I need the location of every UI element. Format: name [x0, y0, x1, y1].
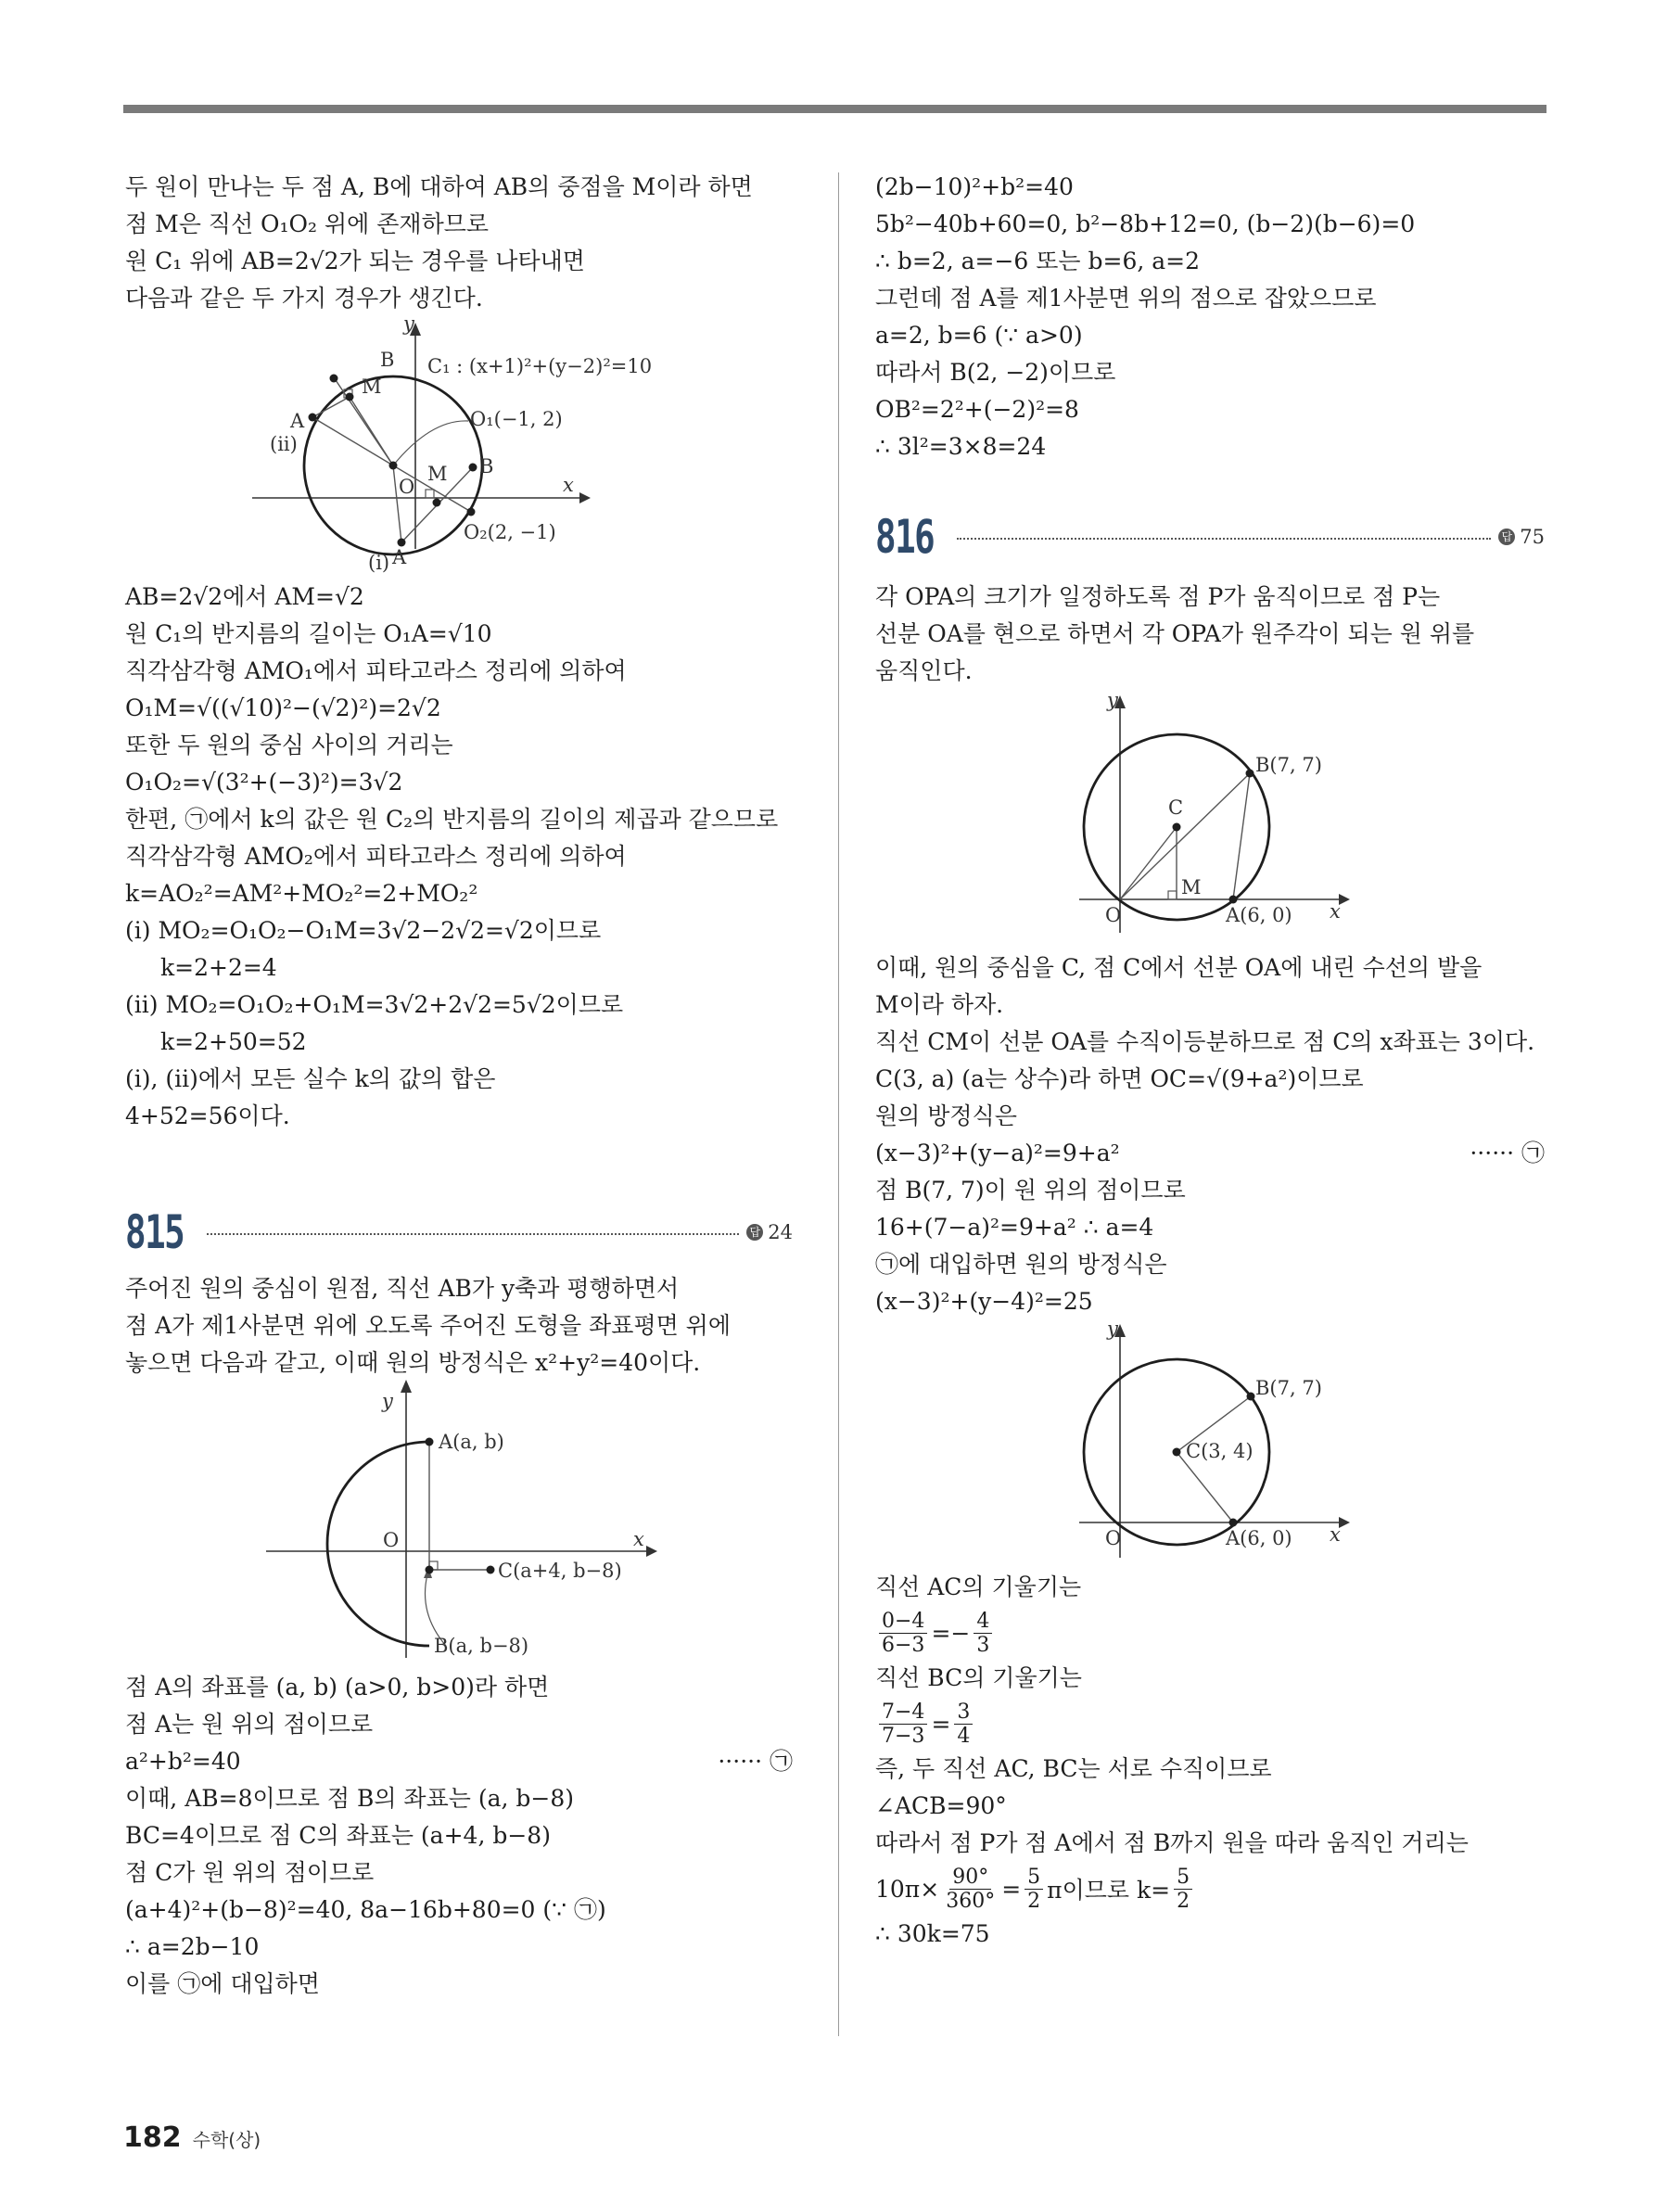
- book-title: 수학(상): [192, 2129, 261, 2151]
- point-b: [1246, 770, 1254, 778]
- text-line: 원 C₁의 반지름의 길이는 O₁A=√10: [125, 620, 492, 647]
- text-line: 즉, 두 직선 AC, BC는 서로 수직이므로: [875, 1755, 1272, 1782]
- text-line: 점 C가 원 위의 점이므로: [125, 1859, 375, 1886]
- fraction: $\frac{5}{2}$: [1174, 1866, 1192, 1913]
- text-line: (i) MO₂=O₁O₂−O₁M=3√2−2√2=√2이므로: [125, 917, 602, 944]
- text-line: OB²=2²+(−2)²=8: [875, 396, 1079, 423]
- text-line: BC=4이므로 점 C의 좌표는 (a+4, b−8): [125, 1822, 551, 1849]
- x-axis-label: x: [1330, 1523, 1341, 1546]
- label-c: C(a+4, b−8): [498, 1560, 622, 1582]
- equation-line: [875, 1135, 1545, 1172]
- segment-ba: [1233, 773, 1250, 899]
- label-case-i: (i): [368, 552, 390, 574]
- point-a: [1229, 896, 1238, 904]
- fraction: $\frac{0-4}{6-3}$: [879, 1610, 927, 1657]
- text-line: O₁M=√((√10)²−(√2)²)=2√2: [125, 694, 441, 721]
- label-c: C(3, 4): [1186, 1440, 1254, 1462]
- text-line: 움직인다.: [875, 657, 973, 684]
- text-line: 한편, ㉠에서 k의 값은 원 C₂의 반지름의 길이의 제곱과 같으므로: [125, 806, 779, 833]
- label-b: B(7, 7): [1255, 1377, 1322, 1399]
- text-line: 다음과 같은 두 가지 경우가 생긴다.: [125, 285, 483, 312]
- text-line: ∠ACB=90°: [875, 1792, 1007, 1819]
- text-line: ∴ 30k=75: [875, 1920, 990, 1947]
- y-axis-arrow: [401, 1380, 412, 1393]
- origin-label: O: [1105, 1527, 1122, 1549]
- x-axis-arrow: [579, 492, 591, 503]
- radius-o1-a: [312, 417, 393, 465]
- text-line: k=AO₂²=AM²+MO₂²=2+MO₂²: [125, 880, 478, 907]
- leader-o1: [393, 421, 468, 465]
- point-c: [487, 1566, 495, 1574]
- text-line: 16+(7−a)²=9+a² ∴ a=4: [875, 1214, 1154, 1241]
- text-line: (2b−10)²+b²=40: [875, 173, 1074, 200]
- equation: (x−3)²+(y−a)²=9+a²: [875, 1140, 1120, 1166]
- label-c: C: [1168, 796, 1184, 819]
- x-axis-label: x: [1330, 900, 1341, 923]
- page-footer: [123, 2121, 261, 2154]
- y-axis-label: y: [382, 1390, 393, 1412]
- equation-line: [125, 1743, 793, 1780]
- label-m-top: M: [362, 376, 382, 398]
- point-a: [1229, 1519, 1238, 1527]
- origin-label: O: [399, 476, 415, 498]
- section-816-header: [875, 508, 1545, 566]
- text-line: k=2+2=4: [160, 954, 277, 981]
- figure-circle-816b: [875, 1320, 1545, 1569]
- x-axis-label: x: [563, 474, 574, 496]
- text-line: 선분 OA를 현으로 하면서 각 OPA가 원주각이 되는 원 위를: [875, 620, 1475, 647]
- label-b: B(7, 7): [1255, 754, 1322, 776]
- point-a: [426, 1438, 434, 1446]
- right-angle-mark: [426, 490, 434, 498]
- answer-badge: [746, 1221, 793, 1243]
- label-a: A(6, 0): [1226, 1527, 1292, 1549]
- text-line: 직각삼각형 AMO₁에서 피타고라스 정리에 의하여: [125, 657, 627, 684]
- right-angle-mark: [1168, 891, 1177, 899]
- text-line: (i), (ii)에서 모든 실수 k의 값의 합은: [125, 1065, 496, 1092]
- slope-bc-expression: $\frac{7-4}{7-3}$ = $\frac{3}{4}$: [875, 1697, 1545, 1751]
- point-o2: [467, 508, 476, 516]
- label-a: A(6, 0): [1226, 904, 1292, 926]
- y-axis-label: y: [1107, 1318, 1118, 1340]
- figure-circle-816a: [875, 690, 1545, 944]
- right-column: [875, 169, 1545, 1953]
- text-line: 따라서 B(2, −2)이므로: [875, 359, 1116, 386]
- origin-label: O: [1105, 904, 1122, 926]
- arc-circle: [327, 1442, 429, 1646]
- text-line: 직각삼각형 AMO₂에서 피타고라스 정리에 의하여: [125, 843, 627, 870]
- column-divider: [838, 172, 839, 2036]
- text-line: 직선 BC의 기울기는: [875, 1664, 1082, 1691]
- equation-ref: ······ ㉠: [718, 1748, 793, 1775]
- text-line: 원 C₁ 위에 AB=2√2가 되는 경우를 나타내면: [125, 248, 585, 274]
- text-line: 직선 CM이 선분 OA를 수직이등분하므로 점 C의 x좌표는 3이다.: [875, 1028, 1535, 1055]
- label-b: B(a, b−8): [434, 1635, 529, 1657]
- slope-ac-expression: $\frac{0-4}{6-3}$ =− $\frac{4}{3}$: [875, 1606, 1545, 1660]
- text-line: 점 M은 직선 O₁O₂ 위에 존재하므로: [125, 210, 490, 237]
- answer-value: 75: [1520, 526, 1545, 548]
- point-b-top: [346, 393, 354, 401]
- text-line: 원의 방정식은: [875, 1102, 1017, 1129]
- text-line: 점 A의 좌표를 (a, b) (a>0, b>0)라 하면: [125, 1674, 550, 1701]
- label-m-bottom: M: [427, 463, 448, 485]
- left-column: [125, 169, 793, 2003]
- text-line: 놓으면 다음과 같고, 이때 원의 방정식은 x²+y²=40이다.: [125, 1349, 701, 1376]
- text-line: 직선 AC의 기울기는: [875, 1573, 1082, 1600]
- point-m-bottom: [433, 499, 441, 507]
- equation-ref: ······ ㉠: [1470, 1140, 1545, 1166]
- text-line: M이라 하자.: [875, 991, 1004, 1018]
- segment-oc: [1120, 827, 1177, 899]
- text-line: 또한 두 원의 중심 사이의 거리는: [125, 732, 453, 758]
- figure-circle-815: [125, 1382, 793, 1669]
- point-m-top: [330, 375, 338, 383]
- point-b: [1247, 1393, 1255, 1401]
- text-line: ∴ a=2b−10: [125, 1933, 260, 1960]
- equation: a²+b²=40: [125, 1748, 241, 1775]
- text-line: C(3, a) (a는 상수)라 하면 OC=√(9+a²)이므로: [875, 1065, 1364, 1092]
- x-axis-label: x: [633, 1528, 644, 1550]
- text-line: ∴ b=2, a=−6 또는 b=6, a=2: [875, 248, 1201, 274]
- text-line: 4+52=56이다.: [125, 1102, 290, 1129]
- answer-icon: 답: [1498, 529, 1515, 545]
- point-o1: [389, 462, 398, 470]
- text-line: 두 원이 만나는 두 점 A, B에 대하여 AB의 중점을 M이라 하면: [125, 173, 753, 200]
- y-axis-label: y: [403, 312, 414, 335]
- figure-two-circles: [125, 312, 793, 586]
- text-line: k=2+50=52: [160, 1028, 307, 1055]
- point-a-left: [309, 414, 317, 422]
- answer-value: 24: [768, 1221, 793, 1243]
- text-line: O₁O₂=√(3²+(−3)²)=3√2: [125, 769, 403, 796]
- chord-ab-top: [312, 397, 350, 417]
- point-c: [1173, 823, 1181, 832]
- label-m: M: [1181, 876, 1202, 898]
- text-line: AB=2√2에서 AM=√2: [125, 583, 364, 610]
- fraction: $\frac{90^\circ}{360^\circ}$: [946, 1865, 996, 1913]
- text-line: 점 A가 제1사분면 위에 오도록 주어진 도형을 좌표평면 위에: [125, 1312, 731, 1339]
- label-case-ii: (ii): [270, 433, 298, 455]
- top-rule: [123, 105, 1546, 113]
- text-line: 그런데 점 A를 제1사분면 위의 점으로 잡았으므로: [875, 285, 1377, 312]
- label-a-bottom: A: [392, 546, 407, 568]
- label-b-right: B: [479, 455, 494, 478]
- fraction: $\frac{4}{3}$: [974, 1610, 992, 1657]
- text-line: 따라서 점 P가 점 A에서 점 B까지 원을 따라 움직인 거리는: [875, 1829, 1469, 1856]
- y-axis-label: y: [1107, 689, 1118, 711]
- label-o2: O₂(2, −1): [464, 521, 556, 543]
- label-o1: O₁(−1, 2): [470, 408, 563, 430]
- page-number: 182: [123, 2121, 182, 2154]
- fraction: $\frac{7-4}{7-3}$: [879, 1701, 927, 1748]
- text-line: 점 B(7, 7)이 원 위의 점이므로: [875, 1177, 1186, 1204]
- text-line: 점 A는 원 위의 점이므로: [125, 1711, 374, 1738]
- label-circle-eq: C₁ : (x+1)²+(y−2)²=10: [427, 355, 653, 377]
- answer-icon: 답: [746, 1224, 763, 1241]
- x-axis-arrow: [646, 1546, 657, 1557]
- segment-ca: [1177, 1452, 1233, 1522]
- text-line: 이때, AB=8이므로 점 B의 좌표는 (a, b−8): [125, 1785, 574, 1812]
- section-number: 816: [875, 510, 935, 564]
- text-line: 주어진 원의 중심이 원점, 직선 AB가 y축과 평행하면서: [125, 1275, 680, 1302]
- dotted-leader: [957, 538, 1491, 540]
- text-line: 5b²−40b+60=0, b²−8b+12=0, (b−2)(b−6)=0: [875, 210, 1416, 237]
- label-b-top: B: [380, 349, 395, 371]
- text-line: (ii) MO₂=O₁O₂+O₁M=3√2+2√2=5√2이므로: [125, 991, 624, 1018]
- final-expression: 10π× $\frac{90^\circ}{360^\circ}$ = $\frac{5}{2}$ π이므로 k= $\frac{5}{2}$: [875, 1862, 1545, 1916]
- section-number: 815: [125, 1205, 185, 1259]
- label-a-left: A: [290, 410, 305, 432]
- text-line: 이때, 원의 중심을 C, 점 C에서 선분 OA에 내린 수선의 발을: [875, 954, 1483, 981]
- text-line: (a+4)²+(b−8)²=40, 8a−16b+80=0 (∵ ㉠): [125, 1896, 606, 1923]
- label-a: A(a, b): [439, 1431, 504, 1453]
- point-b-right: [469, 464, 477, 472]
- text-line: 이를 ㉠에 대입하면: [125, 1970, 320, 1997]
- point-c: [1173, 1448, 1181, 1457]
- text-line: (x−3)²+(y−4)²=25: [875, 1288, 1093, 1315]
- point-b: [426, 1566, 434, 1574]
- text-line: ∴ 3l²=3×8=24: [875, 433, 1047, 460]
- section-815-header: [125, 1204, 793, 1261]
- text-line: 각 OPA의 크기가 일정하도록 점 P가 움직이므로 점 P는: [875, 583, 1441, 610]
- fraction: $\frac{5}{2}$: [1025, 1866, 1043, 1913]
- text-line: ㉠에 대입하면 원의 방정식은: [875, 1251, 1167, 1278]
- text-line: a=2, b=6 (∵ a>0): [875, 322, 1083, 349]
- answer-badge: [1498, 526, 1545, 548]
- fraction: $\frac{3}{4}$: [954, 1701, 973, 1748]
- dotted-leader: [207, 1233, 739, 1235]
- origin-label: O: [383, 1529, 400, 1551]
